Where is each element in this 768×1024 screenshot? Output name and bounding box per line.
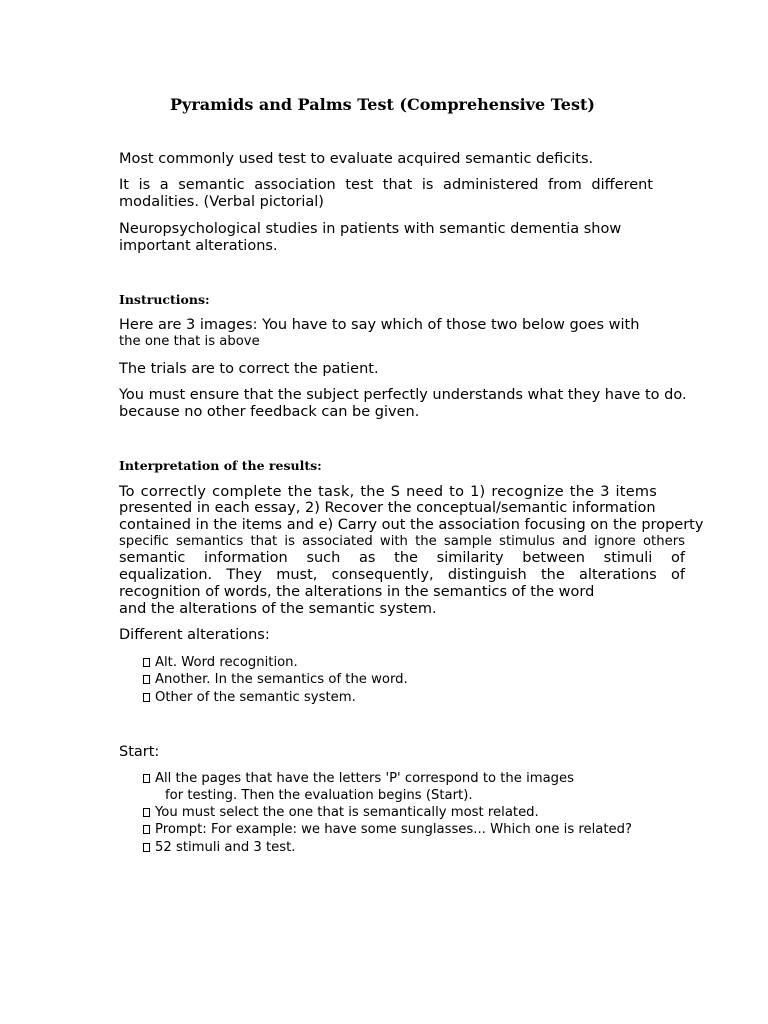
list-item-text: You must select the one that is semantically most related. xyxy=(155,805,539,820)
instructions-paragraph-1-line-1: Here are 3 images: You have to say which of those two below goes with xyxy=(119,317,640,333)
intro-paragraph-3-line-1: Neuropsychological studies in patients with semantic dementia show xyxy=(119,221,622,237)
interpretation-line-1: To correctly complete the task, the S need to 1) recognize the 3 items xyxy=(119,484,658,500)
bullet-box-icon xyxy=(143,675,150,684)
bullet-box-icon xyxy=(143,658,150,667)
instructions-paragraph-3-line-1: You must ensure that the subject perfectly understands what they have to do. xyxy=(119,387,687,403)
instructions-paragraph-2: The trials are to correct the patient. xyxy=(119,361,379,377)
list-item xyxy=(143,840,296,856)
interpretation-line-8: and the alterations of the semantic system. xyxy=(119,601,437,617)
list-item-text: 52 stimuli and 3 test. xyxy=(155,840,296,855)
instructions-heading: Instructions: xyxy=(119,292,210,307)
intro-paragraph-3-line-2: important alterations. xyxy=(119,238,278,254)
interpretation-line-3: contained in the items and e) Carry out the association focusing on the property xyxy=(119,517,704,533)
list-item-text: Another. In the semantics of the word. xyxy=(155,672,408,687)
bullet-box-icon xyxy=(143,843,150,852)
bullet-box-icon xyxy=(143,693,150,702)
start-label: Start: xyxy=(119,744,160,760)
list-item-text: Alt. Word recognition. xyxy=(155,655,298,670)
interpretation-line-5: semantic information such as the similarity between stimuli of xyxy=(119,550,685,566)
bullet-box-icon xyxy=(143,774,150,783)
interpretation-line-2: presented in each essay, 2) Recover the conceptual/semantic information xyxy=(119,500,656,516)
bullet-box-icon xyxy=(143,825,150,834)
intro-paragraph-1: Most commonly used test to evaluate acquired semantic deficits. xyxy=(119,151,594,167)
interpretation-heading: Interpretation of the results: xyxy=(119,458,322,473)
list-item-continuation: for testing. Then the evaluation begins (Start). xyxy=(165,788,473,803)
instructions-paragraph-1-line-2: the one that is above xyxy=(119,334,260,349)
list-item xyxy=(143,771,574,787)
list-item-text: Other of the semantic system. xyxy=(155,690,356,705)
list-item xyxy=(143,672,408,688)
intro-paragraph-2-line-1: It is a semantic association test that is administered from different xyxy=(119,177,653,193)
interpretation-line-7: recognition of words, the alterations in the semantics of the word xyxy=(119,584,595,600)
list-item-text: Prompt: For example: we have some sunglasses... Which one is related? xyxy=(155,822,633,837)
interpretation-line-4: specific semantics that is associated with the sample stimulus and ignore others xyxy=(119,534,685,549)
list-item xyxy=(143,690,356,706)
list-item xyxy=(143,655,298,671)
list-item xyxy=(143,822,632,838)
instructions-paragraph-3-line-2: because no other feedback can be given. xyxy=(119,404,420,420)
list-item-text: All the pages that have the letters 'P' correspond to the images xyxy=(155,771,575,786)
different-alterations-label: Different alterations: xyxy=(119,627,270,643)
list-item xyxy=(143,805,539,821)
bullet-box-icon xyxy=(143,808,150,817)
interpretation-line-6: equalization. They must, consequently, distinguish the alterations of xyxy=(119,567,685,583)
page-title: Pyramids and Palms Test (Comprehensive Test) xyxy=(170,95,595,114)
intro-paragraph-2-line-2: modalities. (Verbal pictorial) xyxy=(119,194,324,210)
